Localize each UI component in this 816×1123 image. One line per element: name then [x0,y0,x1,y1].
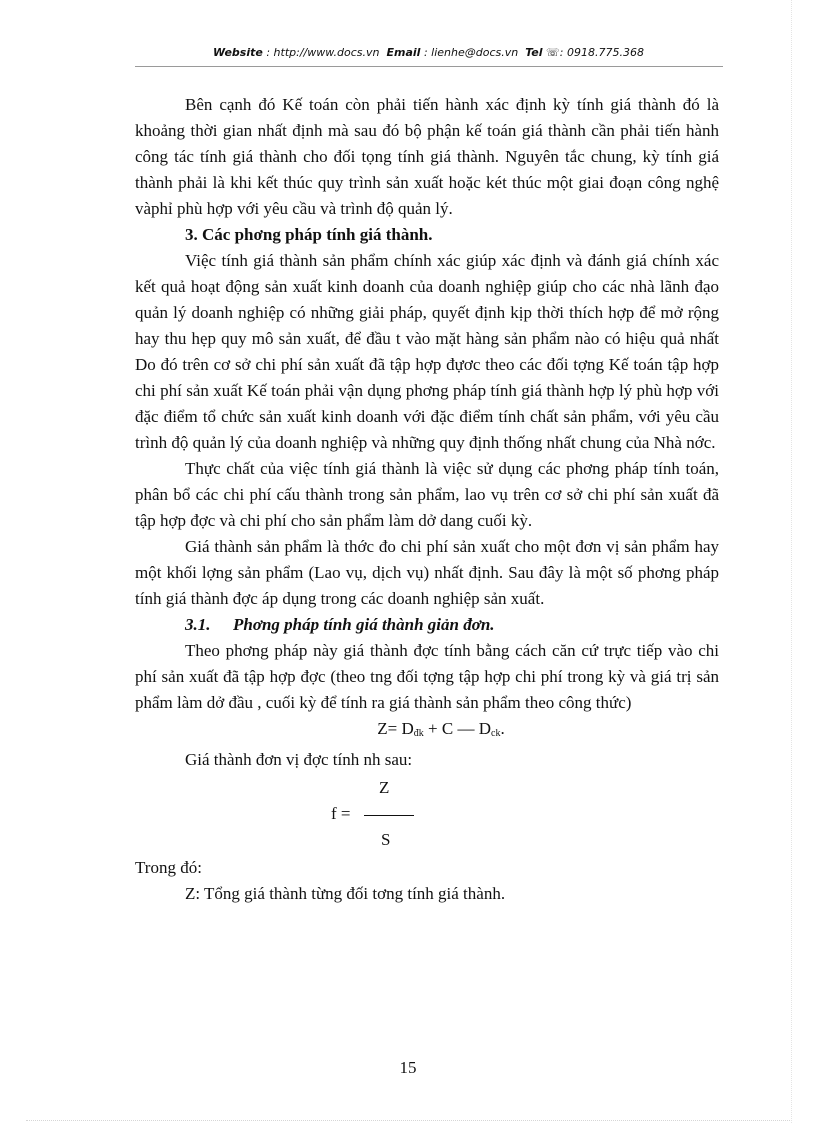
paragraph-where: Trong đó: [135,858,202,877]
side-dotted-rule [791,0,792,1123]
fraction-denominator: S [381,830,391,849]
formula-unit-cost [135,773,719,855]
tel-label: Tel [525,46,543,59]
fraction-bar [364,815,414,816]
tel-value: : 0918.775.368 [559,46,644,59]
page-number: 15 [399,1058,417,1077]
formula-mid: + C — D [423,719,491,738]
subsection-heading-3-1 [135,612,719,638]
formula-sub-dk: đk [413,728,424,739]
paragraph-unit-cost: Giá thành đơn vị đợc tính nh sau: [185,750,413,769]
subsection-title: Phơng pháp tính giá thành giản đơn. [233,615,495,634]
website-value: : http://www.docs.vn [266,46,380,59]
phone-icon: ☏ [546,46,560,59]
header-divider [135,66,723,67]
section-heading-3: 3. Các phơng pháp tính giá thành. [185,225,433,244]
email-label: Email [386,46,421,59]
subsection-number: 3.1. [185,615,211,634]
formula-total-cost [135,716,719,747]
document-body [135,92,719,907]
formula-sub-ck: ck [491,728,501,739]
fraction-numerator: Z [379,778,390,797]
website-label: Website [213,46,263,59]
paragraph-methods-intro: Giá thành sản phẩm là thớc đo chi phí sản xuất cho một đơn vị sản phẩm hay một khối lợng sản phẩm (Lao vụ, dịch vụ) nhất định. Sau đây là một số phơng pháp tính giá thành đợc áp dụng trong các doanh nghiệp sản xuất. [135,537,719,608]
email-value: : lienhe@docs.vn [423,46,519,59]
paragraph-z-definition: Z: Tổng giá thành từng đối tơng tính giá thành. [185,884,506,903]
formula-end: . [500,719,505,738]
page-header [135,46,722,59]
paragraph-simple-method: Theo phơng pháp này giá thành đợc tính bằng cách căn cứ trực tiếp vào chi phí sản xuất đã tập hợp đợc (theo tng đối tợng tập hợp chi phí trong kỳ và giá trị sản phẩm làm dở đầu , cuối kỳ để tính ra giá thành sản phẩm theo công thức) [135,641,719,712]
paragraph-importance: Việc tính giá thành sản phẩm chính xác giúp xác định và đánh giá chính xác kết quả hoạt động sản xuất kinh doanh của doanh nghiệp giúp cho các nhà lãnh đạo quản lý doanh nghiệp có những giải pháp, quyết định kịp thời thích hợp để mở rộng hay thu hẹp quy mô sản xuất, để đầu t vào mặt hàng sản phẩm nào có hiệu quả nhất Do đó trên cơ sở chi phí sản xuất đã tập hợp đựơc theo các đối tợng Kế toán tập hợp chi phí sản xuất Kế toán phải vận dụng phơng pháp tính giá thành hợp lý phù hợp với đặc điểm tổ chức sản xuất kinh doanh với đặc điểm tính chất sản phẩm, với yêu cầu trình độ quản lý của doanh nghiệp và những quy định thống nhất chung của Nhà nớc. [135,251,719,452]
fraction-lhs: f = [331,804,351,823]
footer-dotted-rule [26,1120,790,1121]
paragraph-essence: Thực chất của việc tính giá thành là việc sử dụng các phơng pháp tính toán, phân bổ các chi phí cấu thành trong sản phẩm, lao vụ trên cơ sở chi phí sản xuất đã tập hợp đợc và chi phí cho sản phẩm làm dở dang cuối kỳ. [135,459,719,530]
paragraph-period: Bên cạnh đó Kế toán còn phải tiến hành xác định kỳ tính giá thành đó là khoảng thời gian nhất định mà sau đó bộ phận kế toán giá thành cần phải tiến hành công tác tính giá thành cho đối tọng tính giá thành. Nguyên tắc chung, kỳ tính giá thành phải là khi kết thúc quy trình sản xuất hoặc két thúc một giai đoạn công nghệ vàphỉ phù hợp với yêu cầu và trình độ quản lý. [135,95,719,218]
formula-lhs: Z= D [377,719,414,738]
